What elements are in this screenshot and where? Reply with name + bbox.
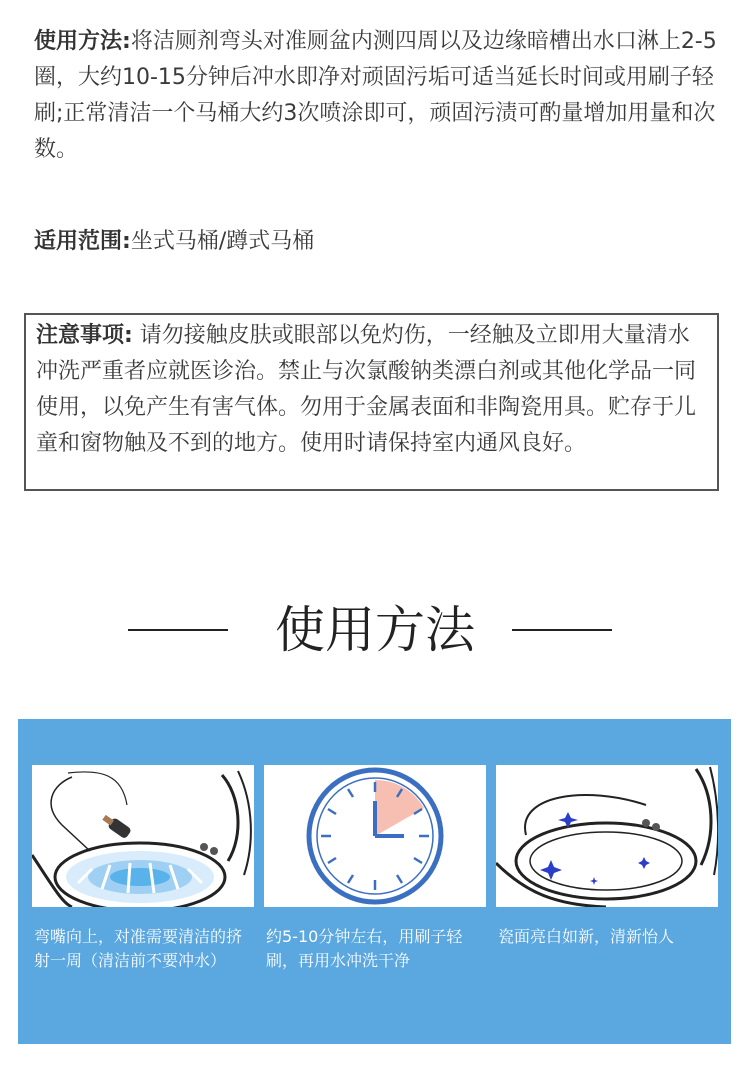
step-1-caption: 弯嘴向上，对准需要清洁的挤射一周（清洁前不要冲水） — [34, 927, 243, 970]
step-2 — [264, 765, 486, 973]
warning-box — [24, 313, 719, 491]
usage-text: 将洁厕剂弯头对准厕盆内测四周以及边缘暗槽出水口淋上2-5圈，大约10-15分钟后冲水即净对顽固污垢可适当延长时间或用刷子轻刷;正常清洁一个马桶大约3次喷涂即可，顽固污渍可酌量增加用量和次数。 — [34, 29, 717, 162]
section-heading — [0, 596, 750, 666]
steps-panel — [18, 719, 731, 1044]
scope-label: 适用范围: — [34, 229, 131, 254]
step-3 — [496, 765, 718, 949]
heading-rule-right — [512, 629, 612, 631]
step-2-caption: 约5-10分钟左右，用刷子轻刷，再用水冲洗干净 — [266, 927, 463, 970]
section-title-text: 使用方法 — [275, 601, 475, 659]
step-3-caption: 瓷面亮白如新，清新怡人 — [498, 927, 675, 946]
clock-icon — [264, 765, 486, 907]
scope-text: 坐式马桶/蹲式马桶 — [130, 229, 315, 254]
usage-paragraph — [34, 24, 724, 168]
toilet-spray-icon — [32, 765, 254, 907]
step-1 — [32, 765, 254, 973]
warning-paragraph — [26, 315, 717, 462]
usage-label: 使用方法: — [34, 29, 131, 54]
warning-text: 请勿接触皮肤或眼部以免灼伤，一经触及立即用大量清水冲洗严重者应就医诊治。禁止与次氯酸钠类漂白剂或其他化学品一同使用，以免产生有害气体。勿用于金属表面和非陶瓷用具。贮存于儿童和窗物触及不到的地方。使用时请保持室内通风良好。 — [36, 323, 697, 456]
warning-label: 注意事项: — [36, 323, 133, 348]
scope-paragraph — [34, 224, 724, 260]
sparkling-toilet-icon — [496, 765, 718, 907]
